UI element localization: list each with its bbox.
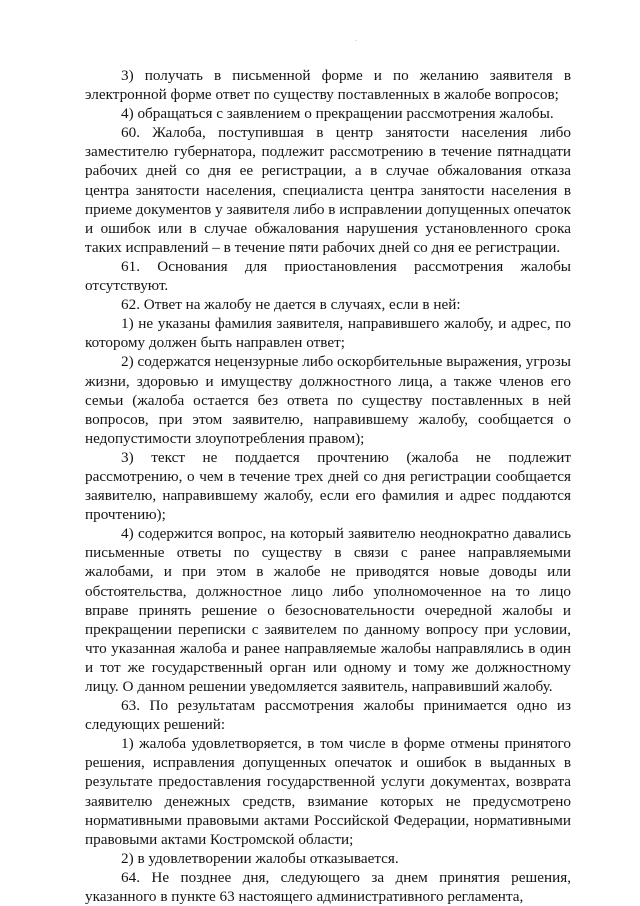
paragraph-clause-64: 64. Не позднее дня, следующего за днем принятия решения, указанного в пункте 63 настоящего административного регламента, xyxy=(85,868,571,906)
paragraph-clause-62-item-3: 3) текст не поддается прочтению (жалоба не подлежит рассмотрению, о чем в течение трех дней со дня регистрации сообщается заявителю, направившему жалобу, если его фамилия и адрес поддаются прочтению); xyxy=(85,448,571,524)
paragraph-clause-63-item-2: 2) в удовлетворении жалобы отказывается. xyxy=(121,849,399,867)
paragraph-item-3: 3) получать в письменной форме и по желанию заявителя в электронной форме ответ по существу поставленных в жалобе вопросов; xyxy=(85,67,571,104)
paragraph-clause-63-item-1: 1) жалоба удовлетворяется, в том числе в форме отмены принятого решения, исправления допущенных опечаток и ошибок в выданных в результате предоставления государственной услуги документах, возврата заявителю денежных средств, взимание которых не предусмотрено нормативными правовыми актами Российской Федерации, нормативными правовыми актами Костромской области; xyxy=(85,735,571,848)
paragraph-clause-63: 63. По результатам рассмотрения жалобы принимается одно из следующих решений: xyxy=(85,697,571,734)
paragraph-clause-62-item-1: 1) не указаны фамилия заявителя, направившего жалобу, и адрес, по которому должен быть направлен ответ; xyxy=(85,315,571,352)
paragraph-clause-62-item-2: 2) содержатся нецензурные либо оскорбительные выражения, угрозы жизни, здоровью и имуществу должностного лица, а также членов его семьи (жалоба остается без ответа по существу поставленных в ней вопросов, при этом заявителю, направившему жалобу, сообщается о недопустимости злоупотребления правом); xyxy=(85,353,571,447)
paragraph-item-4: 4) обращаться с заявлением о прекращении рассмотрения жалобы. xyxy=(121,105,554,123)
page-mark: · xyxy=(355,38,357,45)
paragraph-clause-62-item-4: 4) содержится вопрос, на который заявителю неоднократно давались письменные ответы по существу в связи с ранее направляемыми жалобами, и при этом в жалобе не приводятся новые доводы или обстоятельства, должностное лицо либо уполномоченное на то лицо вправе принять решение о безосновательности очередной жалобы и прекращении переписки с заявителем по данному вопросу при условии, что указанная жалоба и ранее направляемые жалобы направлялись в один и тот же государственный орган или одному и тому же должностному лицу. О данном решении уведомляется заявитель, направивший жалобу. xyxy=(85,525,571,695)
paragraph-clause-60: 60. Жалоба, поступившая в центр занятости населения либо заместителю губернатора, подлежит рассмотрению в течение пятнадцати рабочих дней со дня ее регистрации, а в случае обжалования отказа центра занятости населения, специалиста центра занятости населения в приеме документов у заявителя либо в исправлении допущенных опечаток и ошибок или в случае обжалования нарушения установленного срока таких исправлений – в течение пяти рабочих дней со дня ее регистрации. xyxy=(85,124,571,256)
paragraph-clause-62: 62. Ответ на жалобу не дается в случаях, если в ней: xyxy=(121,296,461,314)
paragraph-clause-61: 61. Основания для приостановления рассмотрения жалобы отсутствуют. xyxy=(85,257,571,295)
document-body xyxy=(85,66,571,906)
